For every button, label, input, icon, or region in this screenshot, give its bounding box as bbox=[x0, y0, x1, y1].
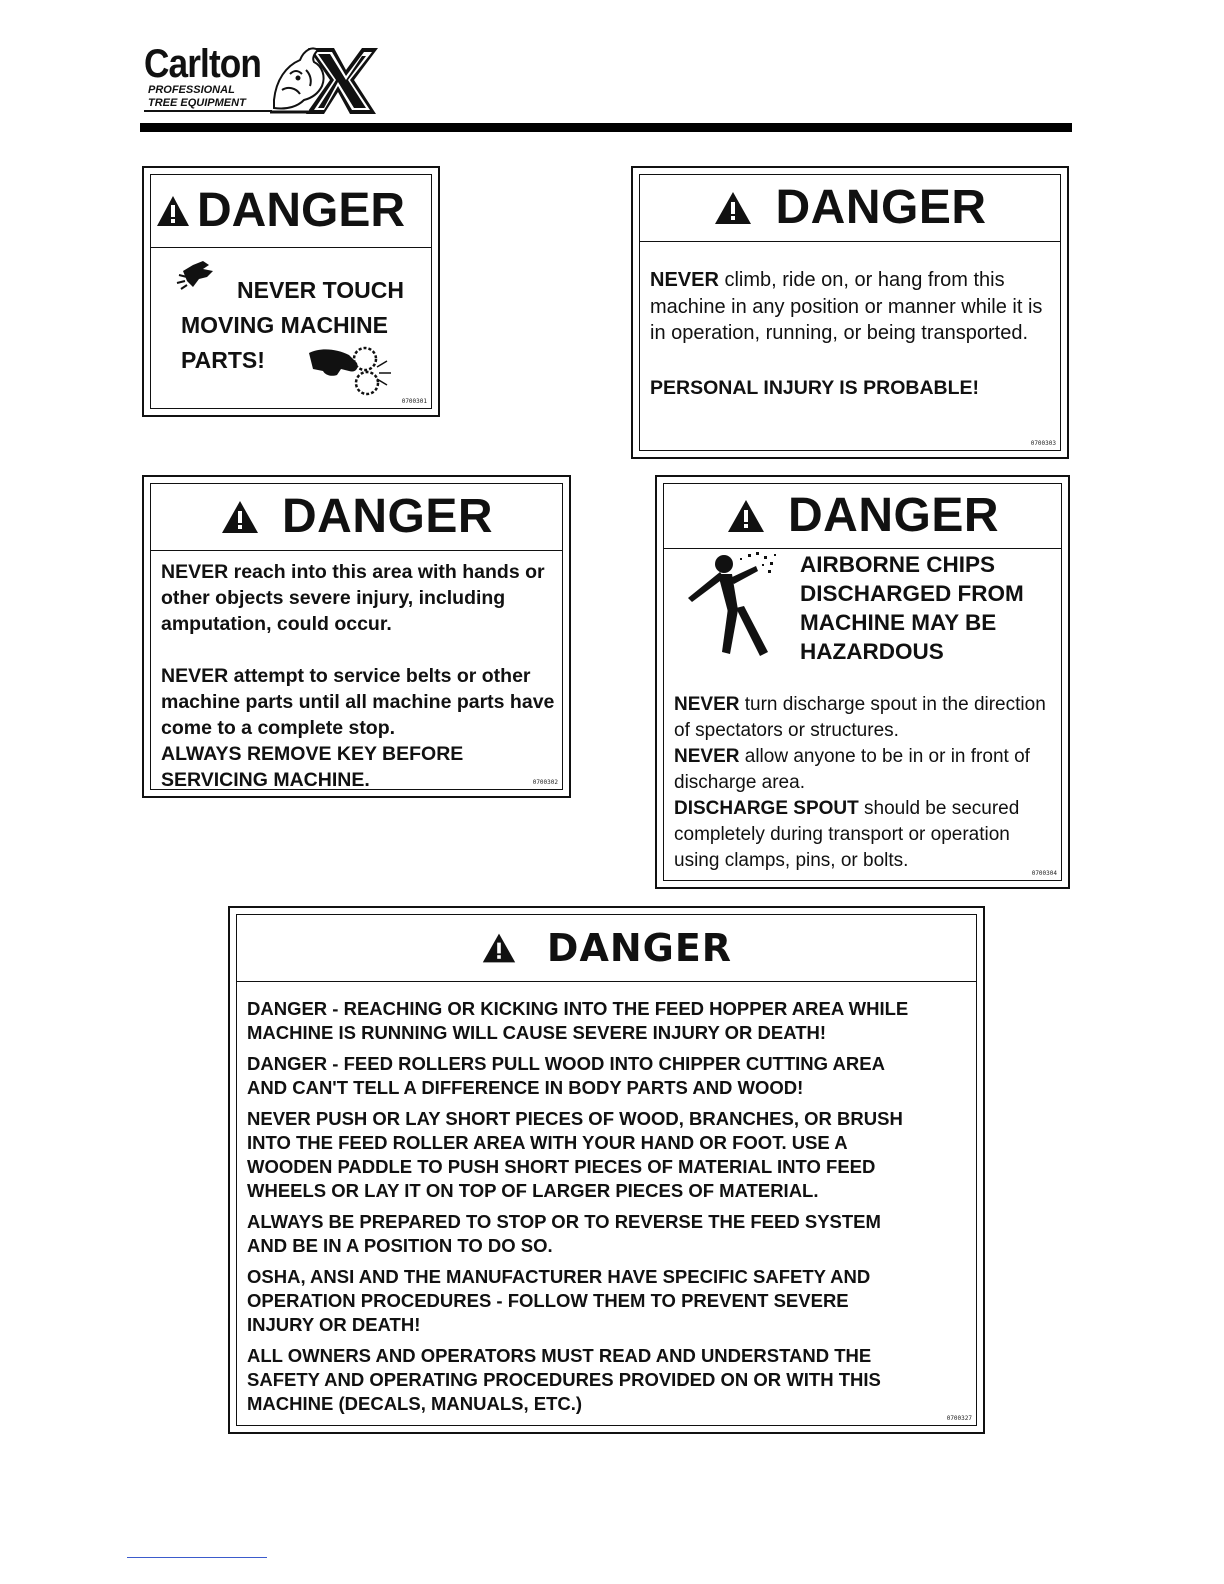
decal-text: turn discharge spout in the direction of spectators or structures. bbox=[674, 694, 1046, 741]
decal-title: DANGER bbox=[775, 181, 987, 234]
warning-triangle-icon bbox=[155, 193, 191, 229]
warning-triangle-icon bbox=[481, 931, 517, 965]
decal-inner-frame bbox=[236, 914, 977, 1426]
decal-line-1: NEVER TOUCH bbox=[237, 277, 404, 303]
decal-inner-frame bbox=[639, 174, 1061, 451]
decal-title: DANGER bbox=[787, 489, 999, 542]
decal-headline bbox=[800, 550, 1024, 666]
decal-paragraph-4: ALWAYS BE PREPARED TO STOP OR TO REVERSE THE FEED SYSTEM AND BE IN A POSITION TO DO SO. bbox=[247, 1211, 881, 1256]
carlton-logo bbox=[140, 40, 385, 118]
decal-paragraph-1: NEVER reach into this area with hands or other objects severe injury, including amputation, could occur. bbox=[161, 561, 545, 635]
warning-triangle-icon bbox=[726, 498, 766, 534]
decal-title: DANGER bbox=[281, 490, 493, 543]
decal-header bbox=[151, 175, 431, 248]
decal-line-3: PARTS! bbox=[181, 347, 265, 373]
decal-paragraph-3: NEVER PUSH OR LAY SHORT PIECES OF WOOD, BRANCHES, OR BRUSH INTO THE FEED ROLLER AREA WITH YOUR HAND OR FOOT. USE A WOODEN PADDLE TO PUSH SHORT PIECES OF MATERIAL INTO FEED WHEELS OR LAY IT ON TOP OF LARGER PIECES OF MATERIAL. bbox=[247, 1108, 903, 1201]
decal-paragraph-1: DANGER - REACHING OR KICKING INTO THE FEED HOPPER AREA WHILE MACHINE IS RUNNING WILL CAUSE SEVERE INJURY OR DEATH! bbox=[247, 998, 909, 1043]
header-rule bbox=[140, 123, 1072, 132]
decal-inner-frame bbox=[663, 483, 1062, 881]
decal-text: allow anyone to be in or in front of discharge area. bbox=[674, 746, 1030, 793]
headline-line-3: MACHINE MAY BE bbox=[800, 610, 997, 635]
decal-paragraph-1 bbox=[674, 692, 1054, 744]
decal-text: should be secured completely during transport or operation using clamps, pins, or bolts. bbox=[674, 798, 1020, 871]
decal-title: DANGER bbox=[546, 926, 733, 970]
part-number: 0700301 bbox=[401, 398, 427, 405]
danger-decal-no-reaching bbox=[142, 475, 571, 798]
danger-decal-airborne-chips bbox=[655, 475, 1070, 889]
decal-header bbox=[640, 175, 1060, 242]
decal-paragraph-1 bbox=[650, 267, 1050, 347]
decal-line-2: MOVING MACHINE bbox=[181, 312, 388, 338]
decal-message bbox=[161, 559, 561, 793]
decal-paragraph-5: OSHA, ANSI AND THE MANUFACTURER HAVE SPECIFIC SAFETY AND OPERATION PROCEDURES - FOLLOW THEM TO PREVENT SEVERE INJURY OR DEATH! bbox=[247, 1266, 871, 1335]
decal-paragraph-2: PERSONAL INJURY IS PROBABLE! bbox=[650, 376, 980, 399]
decal-emphasis: NEVER bbox=[674, 746, 740, 767]
decal-emphasis: DISCHARGE SPOUT bbox=[674, 798, 859, 819]
decal-emphasis: NEVER bbox=[650, 269, 719, 291]
decal-paragraph-3 bbox=[674, 796, 1054, 874]
decal-paragraph-6: ALL OWNERS AND OPERATORS MUST READ AND UNDERSTAND THE SAFETY AND OPERATING PROCEDURES PROVIDED ON OR WITH THIS MACHINE (DECALS, MANUALS, ETC.) bbox=[247, 1345, 881, 1414]
decal-paragraph-2: NEVER attempt to service belts or other machine parts until all machine parts have come to a complete stop. bbox=[161, 665, 555, 739]
decal-text: climb, ride on, or hang from this machine in any position or manner while it is in operation, running, or being transported. bbox=[650, 269, 1043, 344]
logo-bull-x-mark bbox=[268, 40, 380, 116]
decal-header bbox=[664, 484, 1061, 549]
decal-message bbox=[247, 997, 960, 1423]
part-number: 0700327 bbox=[946, 1415, 972, 1422]
decal-header bbox=[237, 915, 976, 982]
decal-message bbox=[674, 692, 1054, 874]
headline-line-1: AIRBORNE CHIPS bbox=[800, 552, 996, 577]
logo-tagline-2: TREE EQUIPMENT bbox=[148, 97, 246, 109]
logo-tagline-1: PROFESSIONAL bbox=[148, 84, 235, 96]
warning-triangle-icon bbox=[220, 499, 260, 535]
decal-paragraph-2: DANGER - FEED ROLLERS PULL WOOD INTO CHIPPER CUTTING AREA AND CAN'T TELL A DIFFERENCE IN BODY PARTS AND WOOD! bbox=[247, 1053, 885, 1098]
headline-line-2: DISCHARGED FROM bbox=[800, 581, 1024, 606]
logo-brand: Carlton bbox=[144, 42, 262, 86]
decal-title: DANGER bbox=[197, 184, 406, 237]
footer-rule bbox=[127, 1557, 267, 1558]
person-hit-by-chips-icon bbox=[678, 550, 782, 668]
hand-gears-icon bbox=[307, 341, 395, 399]
danger-decal-feed-hopper bbox=[228, 906, 985, 1434]
decal-emphasis: NEVER bbox=[674, 694, 740, 715]
decal-message bbox=[650, 267, 1050, 401]
part-number: 0700302 bbox=[532, 779, 558, 786]
part-number: 0700303 bbox=[1030, 440, 1056, 447]
logo-underline bbox=[144, 110, 272, 112]
decal-header bbox=[151, 484, 562, 551]
decal-inner-frame bbox=[150, 174, 432, 409]
decal-paragraph-2 bbox=[674, 744, 1054, 796]
headline-line-4: HAZARDOUS bbox=[800, 639, 944, 664]
danger-decal-moving-parts bbox=[142, 166, 440, 417]
warning-triangle-icon bbox=[713, 190, 753, 226]
part-number: 0700304 bbox=[1031, 870, 1057, 877]
decal-paragraph-3: ALWAYS REMOVE KEY BEFORE SERVICING MACHINE. bbox=[161, 743, 464, 791]
decal-inner-frame bbox=[150, 483, 563, 790]
danger-decal-no-riding bbox=[631, 166, 1069, 459]
